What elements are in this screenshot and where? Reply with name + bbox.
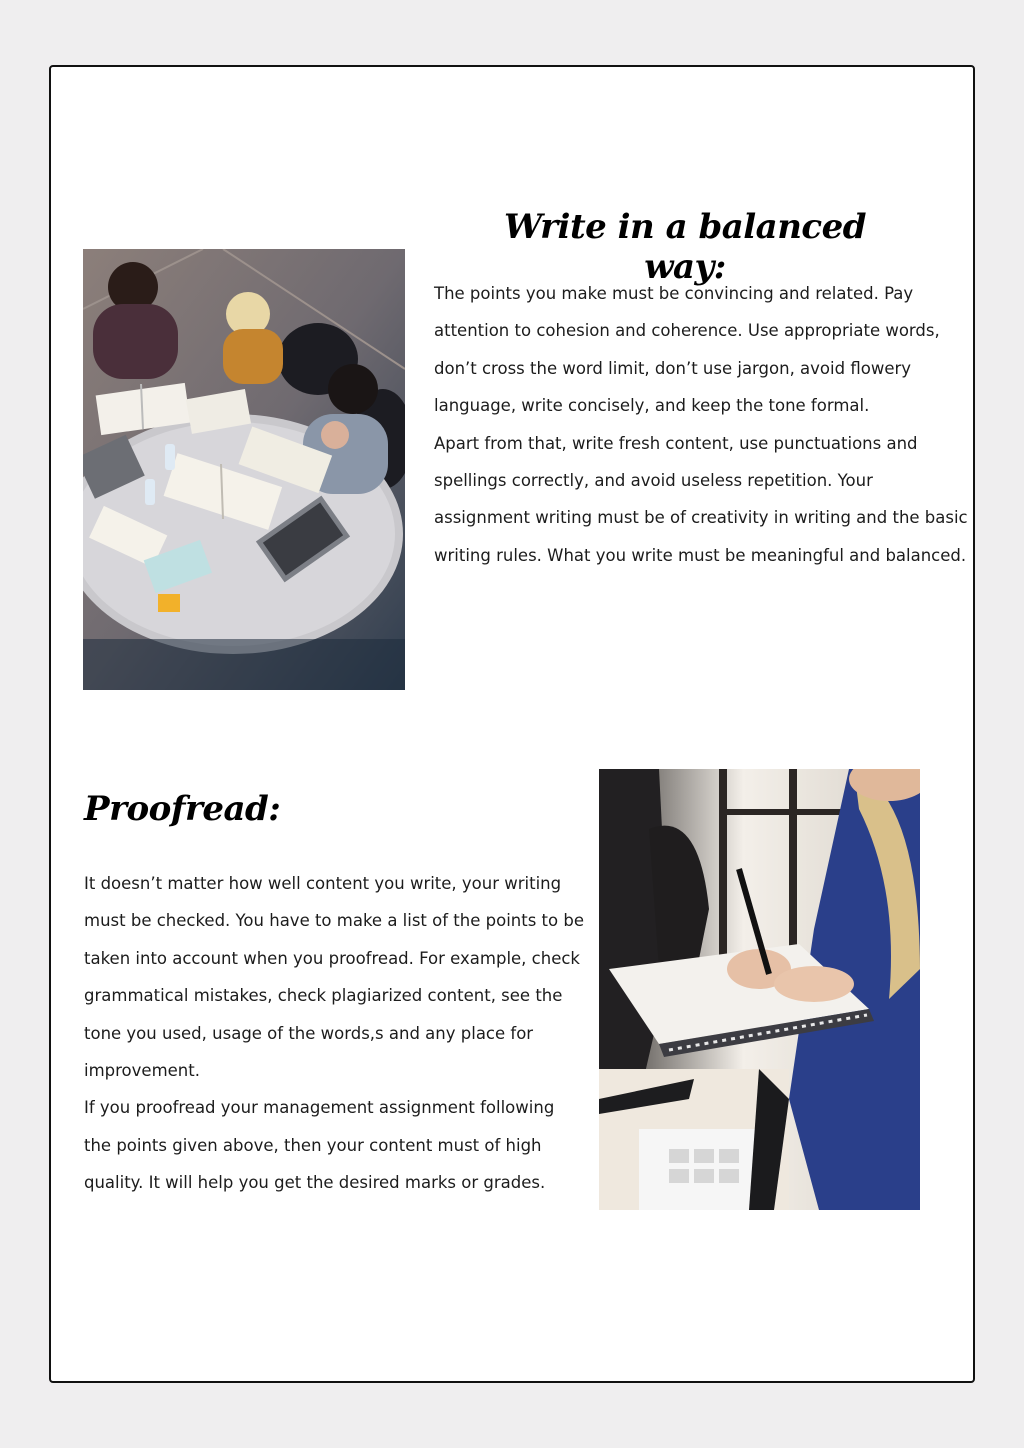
proofread-paragraph-2: If you proofread your management assignment following the points given above, then your content must of high quality. It will help you get the desired marks or grades. <box>84 1098 555 1193</box>
proofread-paragraph-1: It doesn’t matter how well content you write, your writing must be checked. You have to make a list of the points to be taken into account when you proofread. For example, check grammatical mistakes, check plagiarized content, see the tone you used, usage of the words,s and any place for improvement. <box>84 874 584 1081</box>
writing-notebook-photo <box>599 769 920 1210</box>
section-body-balanced <box>434 275 974 574</box>
document-page <box>49 65 975 1383</box>
section-title-proofread: Proofread: <box>84 789 281 829</box>
section-body-proofread <box>84 865 584 1202</box>
balanced-paragraph-1: The points you make must be convincing and related. Pay attention to cohesion and coherence. Use appropriate words, don’t cross the word limit, don’t use jargon, avoid flowery language, write concisely, and keep the tone formal. <box>434 284 940 416</box>
section-title-balanced: Write in a balanced way: <box>503 207 867 287</box>
balanced-paragraph-2: Apart from that, write fresh content, use punctuations and spellings correctly, and avoid useless repetition. Your assignment writing must be of creativity in writing and the basic writing rules. What you write must be meaningful and balanced. <box>434 433 968 565</box>
students-group-study-photo <box>83 249 405 690</box>
